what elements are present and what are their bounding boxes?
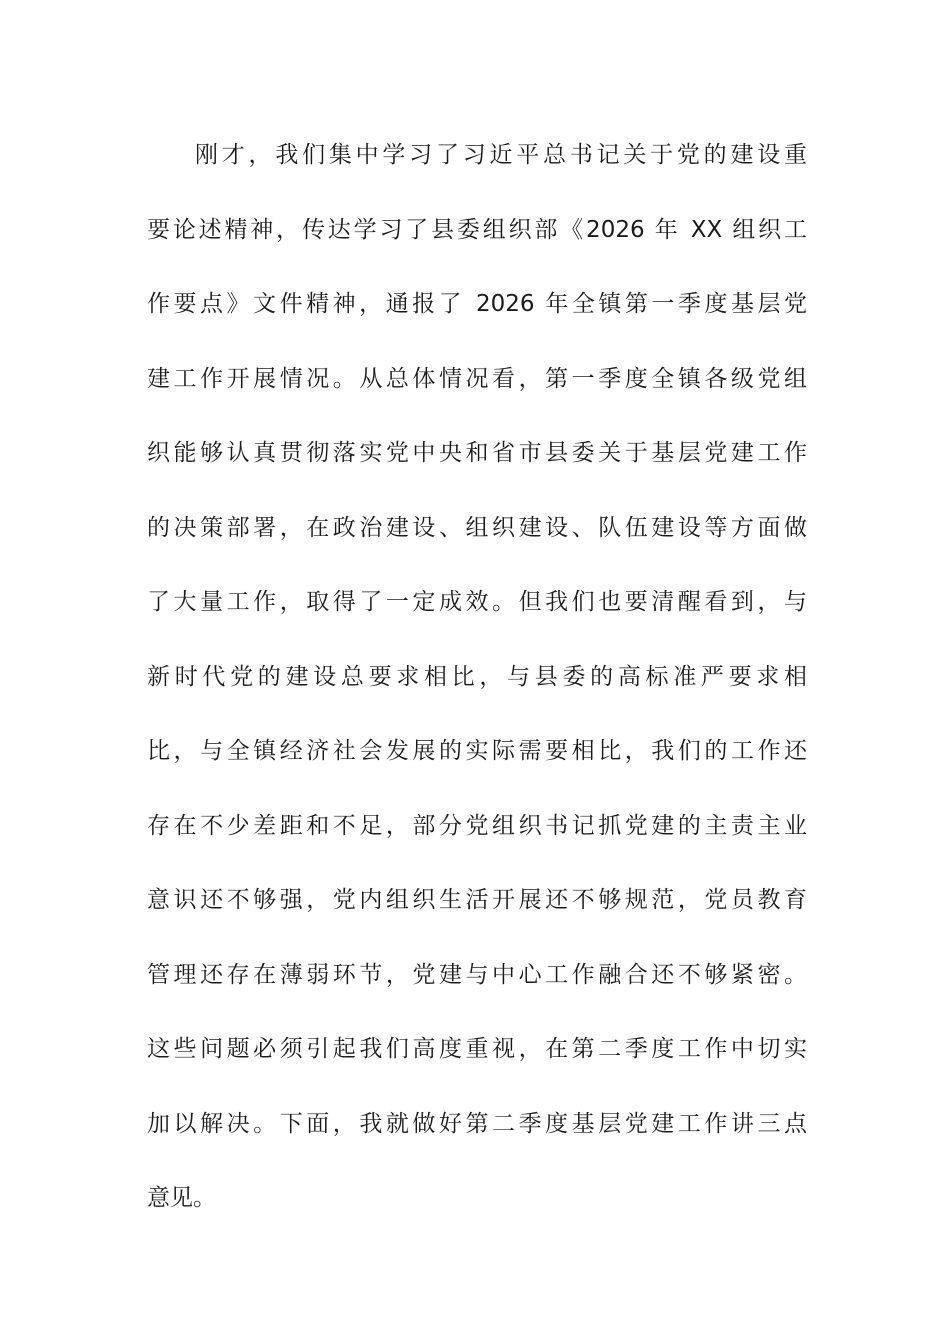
paragraph-line-6: 的决策部署，在政治建设、组织建设、队伍建设等方面做 (147, 514, 807, 541)
paragraph-line-11: 意识还不够强，党内组织生活开展还不够规范，党员教育 (147, 887, 807, 913)
paragraph-line-4: 建工作开展情况。从总体情况看，第一季度全镇各级党组 (147, 365, 807, 392)
paragraph-line-1: 刚才，我们集中学习了习近平总书记关于党的建设重 (195, 142, 807, 168)
paragraph-line-14: 加以解决。下面，我就做好第二季度基层党建工作讲三点 (147, 1110, 807, 1137)
body-paragraph (147, 118, 807, 1236)
paragraph-line-8: 新时代党的建设总要求相比，与县委的高标准严要求相 (147, 663, 807, 690)
paragraph-line-9: 比，与全镇经济社会发展的实际需要相比，我们的工作还 (147, 738, 807, 764)
paragraph-line-10: 存在不少差距和不足，部分党组织书记抓党建的主责主业 (147, 812, 807, 839)
paragraph-line-3: 作要点》文件精神，通报了 2026 年全镇第一季度基层党 (147, 291, 807, 317)
paragraph-line-2: 要论述精神，传达学习了县委组织部《2026 年 XX 组织工 (147, 216, 807, 243)
paragraph-line-7: 了大量工作，取得了一定成效。但我们也要清醒看到，与 (147, 589, 807, 615)
paragraph-line-15: 意见。 (147, 1185, 216, 1211)
paragraph-line-13: 这些问题必须引起我们高度重视，在第二季度工作中切实 (147, 1036, 807, 1062)
paragraph-line-12: 管理还存在薄弱环节，党建与中心工作融合还不够紧密。 (147, 961, 807, 988)
paragraph-line-5: 织能够认真贯彻落实党中央和省市县委关于基层党建工作 (147, 440, 807, 466)
